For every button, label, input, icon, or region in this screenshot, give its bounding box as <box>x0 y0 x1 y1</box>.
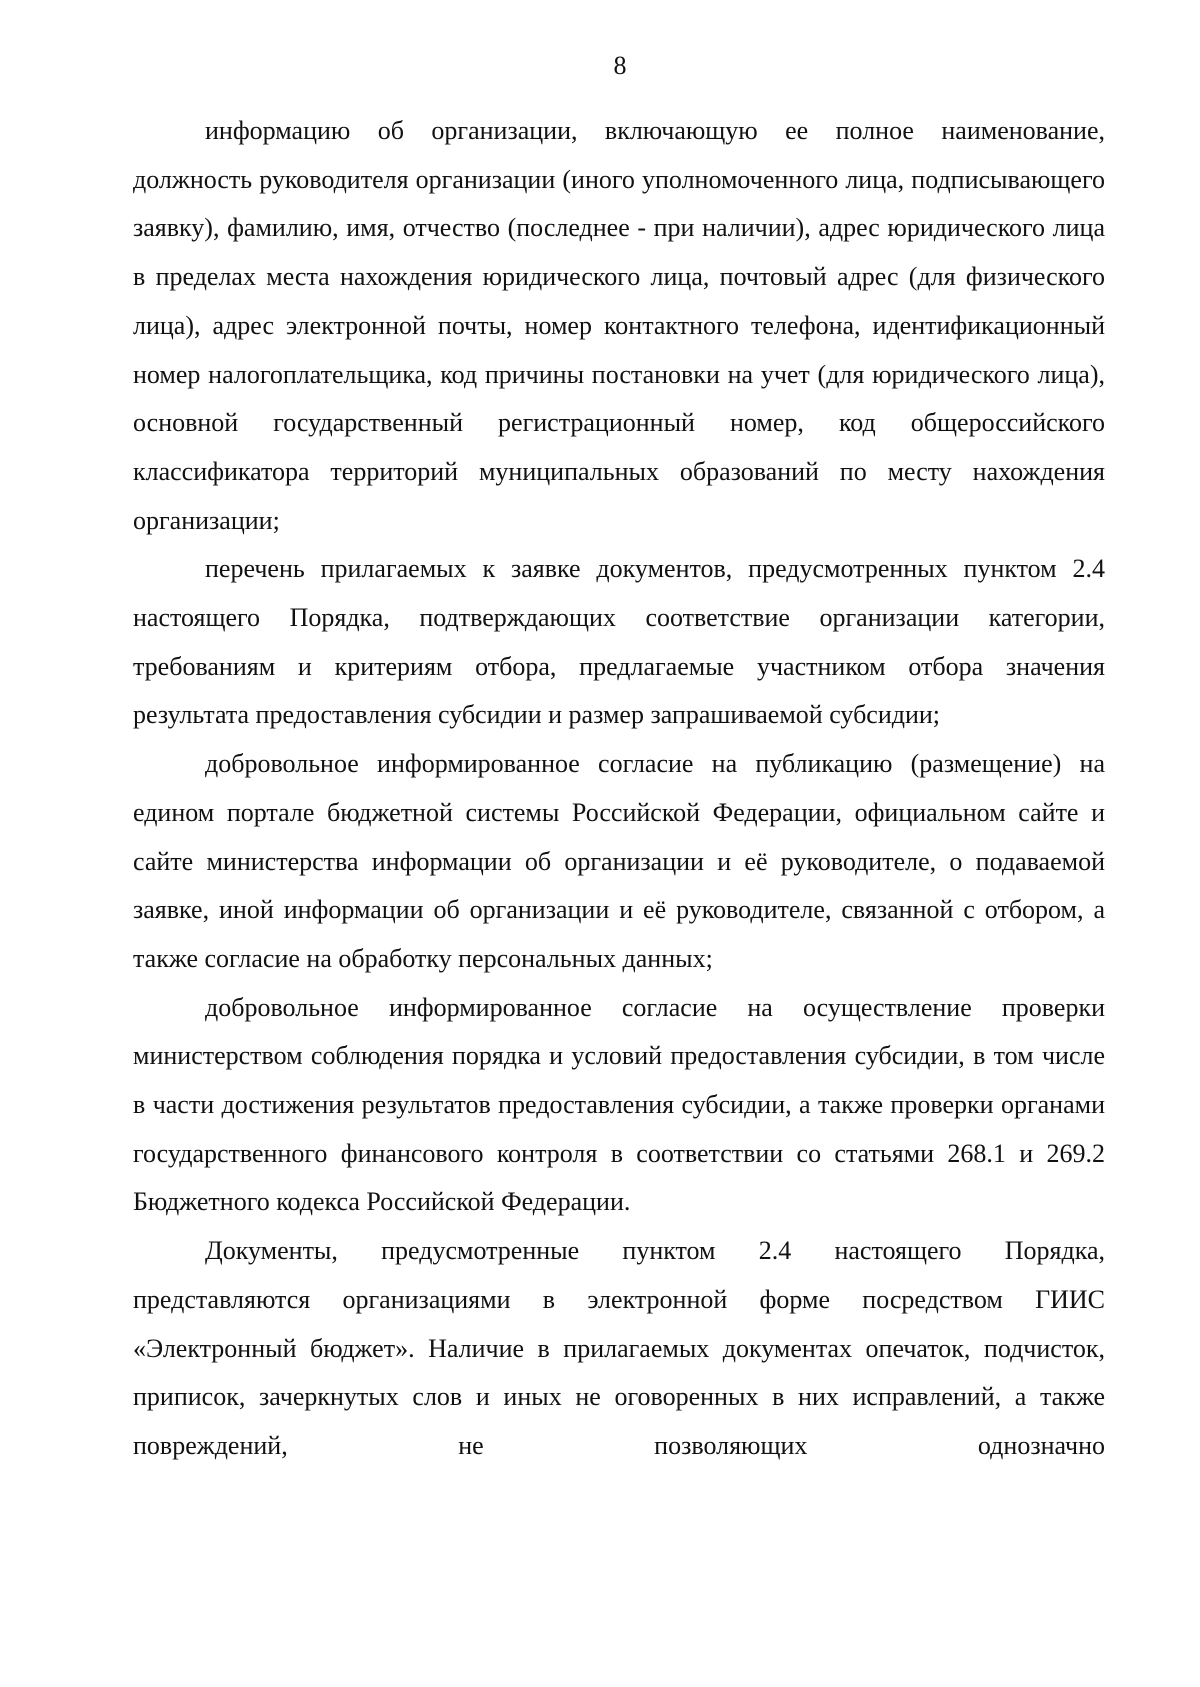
paragraph-inspection-consent: добровольное информированное согласие на осуществление проверки министерством соблюдения порядка и условий предоставления субсидии, в том числе в части достижения результатов предоставления субсидии, а также проверки органами государственного финансового контроля в соответствии со статьями 268.1 и 269.2 Бюджетного кодекса Российской Федерации. <box>133 992 1105 1217</box>
paragraph-organization-info: информацию об организации, включающую ее полное наименование, должность руководителя организации (иного уполномоченного лица, подписывающего заявку), фамилию, имя, отчество (последнее - при наличии), адрес юридического лица в пределах места нахождения юридического лица, почтовый адрес (для физического лица), адрес электронной почты, номер контактного телефона, идентификационный номер налогоплательщика, код причины постановки на учет (для юридического лица), основной государственный регистрационный номер, код общероссийского классификатора территорий муниципальных образований по месту нахождения организации; <box>133 116 1105 535</box>
document-body <box>133 107 1105 1471</box>
paragraph-documents-list: перечень прилагаемых к заявке документов, предусмотренных пунктом 2.4 настоящего Порядка, подтверждающих соответствие организации категории, требованиям и критериям отбора, предлагаемые участником отбора значения результата предоставления субсидии и размер запрашиваемой субсидии; <box>133 554 1105 730</box>
paragraph-electronic-submission: Документы, предусмотренные пунктом 2.4 настоящего Порядка, представляются организациями в электронной форме посредством ГИИС «Электронный бюджет». Наличие в прилагаемых документах опечаток, подчисток, приписок, зачеркнутых слов и иных не оговоренных в них исправлений, а также повреждений, не позволяющих однозначно <box>133 1236 1105 1460</box>
paragraph-publication-consent: добровольное информированное согласие на публикацию (размещение) на едином портале бюджетной системы Российской Федерации, официальном сайте и сайте министерства информации об организации и её руководителе, о подаваемой заявке, иной информации об организации и её руководителе, связанной с отбором, а также согласие на обработку персональных данных; <box>133 749 1105 973</box>
page-number: 8 <box>613 51 627 80</box>
